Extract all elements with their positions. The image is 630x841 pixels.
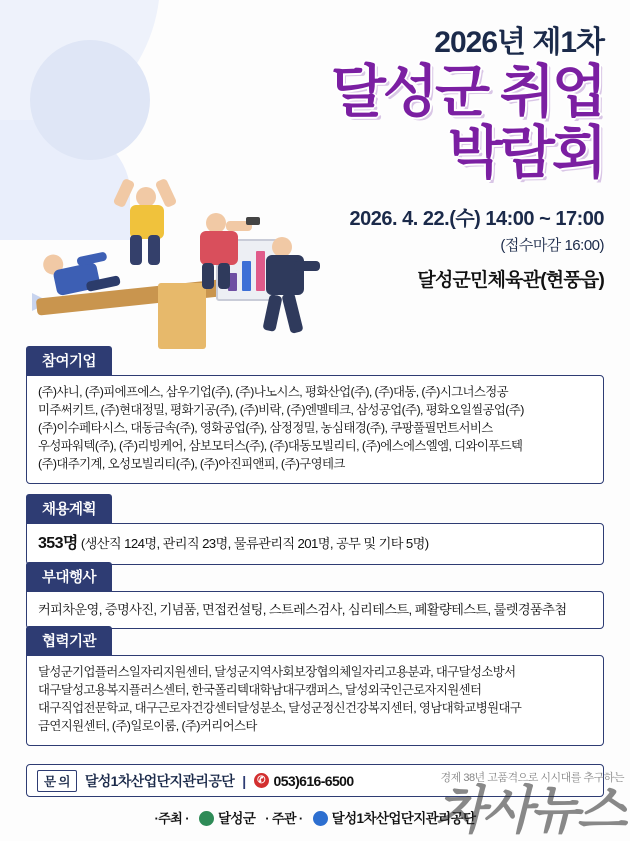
- person-leg-right: [281, 292, 303, 334]
- person-leg-left: [262, 294, 282, 332]
- host-label: ·주최 ·: [154, 810, 189, 826]
- dalseong-gun-logo-icon: [199, 811, 214, 826]
- company-line: 미주써키트, (주)현대정밀, 평화기공(주), (주)비락, (주)엔멜테크, 삼성공업(주), 평화오일씰공업(주): [38, 402, 524, 417]
- section-body: [26, 655, 604, 746]
- section-hiring-plan: [26, 494, 604, 565]
- organizer-logo: [313, 807, 476, 827]
- illus-person-suit: [242, 237, 338, 347]
- event-venue: 달성군민체육관(현풍읍): [417, 269, 604, 291]
- person-body: [200, 231, 238, 265]
- section-heading: 참여기업: [26, 346, 112, 376]
- partner-line: 대구직업전문학교, 대구근로자건강센터달성분소, 달성군정신건강복지센터, 영남대학교병원대구: [38, 700, 522, 715]
- person-leg-right: [148, 235, 160, 265]
- contact-phone: 053)616-6500: [273, 772, 354, 789]
- contact-organization: 달성1차산업단지관리공단: [84, 772, 235, 789]
- hiring-count: 353명: [38, 535, 78, 552]
- host-logo: [199, 807, 255, 827]
- person-head: [272, 237, 292, 257]
- person-head: [136, 187, 156, 207]
- section-heading: 채용계획: [26, 494, 112, 524]
- section-heading: 협력기관: [26, 626, 112, 656]
- partner-line: 달성군기업플러스일자리지원센터, 달성군지역사회보장협의체일자리고용분과, 대구달성소방서: [38, 665, 516, 679]
- company-line: (주)샤니, (주)피에프에스, 삼우기업(주), (주)나노시스, 평화산업(주), (주)대동, (주)시그너스정공: [38, 385, 509, 399]
- person-leg-right: [218, 263, 230, 289]
- event-title-line-1: 달성군 취업: [330, 60, 604, 124]
- contact-separator: |: [242, 772, 246, 789]
- section-participating-companies: [26, 346, 604, 484]
- decor-blob-2: [30, 40, 150, 160]
- hiring-detail: (생산직 124명, 관리직 23명, 물류관리직 201명, 공무 및 기타 5명): [80, 536, 429, 551]
- person-arm-right: [155, 178, 178, 208]
- event-datetime: 2026. 4. 22.(수) 14:00 ~ 17:00: [349, 207, 604, 230]
- industrial-complex-logo-icon: [313, 811, 328, 826]
- phone-icon: ✆: [254, 773, 269, 788]
- person-leg-left: [130, 235, 142, 265]
- organizer-org: 달성1차산업단지관리공단: [331, 811, 476, 826]
- watermark-subtext: 경제 38년 고품격으로 시시대를 추구하는: [440, 772, 624, 784]
- company-line: 우성파워텍(주), (주)리빙케어, 삼보모터스(주), (주)대동모빌리티, (주)에스에스엘엠, 디와이푸드텍: [38, 438, 523, 453]
- event-kicker: 2026년 제1차: [434, 26, 604, 59]
- section-partner-organizations: [26, 626, 604, 746]
- person-head: [206, 213, 226, 233]
- contact-label: 문 의: [37, 770, 77, 792]
- hero-illustration: [30, 165, 330, 350]
- person-body: [130, 205, 164, 239]
- section-body: [26, 375, 604, 484]
- organizer-label: · 주관 ·: [265, 810, 303, 826]
- event-title-line-2: 박람회: [447, 121, 604, 186]
- partner-line: 금연지원센터, (주)일로이룸, (주)커리어스타: [38, 718, 257, 733]
- section-body: [26, 591, 604, 629]
- section-side-events: [26, 562, 604, 629]
- contact-bar: [26, 764, 604, 797]
- illus-person-center: [104, 173, 190, 283]
- person-arm: [294, 261, 320, 271]
- person-leg-left: [202, 263, 214, 289]
- company-line: (주)대주기계, 오성모빌리티(주), (주)아진피앤피, (주)구영테크: [38, 456, 345, 471]
- person-arm-left: [113, 178, 136, 208]
- poster-footer: [0, 807, 630, 827]
- hiring-plan-text: [38, 532, 592, 555]
- partner-line: 대구달성고용복지플러스센터, 한국폴리텍대학남대구캠퍼스, 달성외국인근로자지원센터: [38, 682, 482, 697]
- company-line: (주)이수페타시스, 대동금속(주), 영화공업(주), 삼정정밀, 농심태경(주), 쿠팡풀필먼트서비스: [38, 420, 493, 435]
- binoculars-icon: [246, 217, 260, 225]
- event-deadline: (접수마감 16:00): [500, 236, 604, 254]
- section-body: [26, 523, 604, 565]
- side-event-line: 커피차운영, 증명사진, 기념품, 면접컨설팅, 스트레스검사, 심리테스트, 폐활량테스트, 룰렛경품추첨: [38, 602, 567, 617]
- host-org: 달성군: [217, 811, 256, 826]
- watermark-logo-text: 차사뉴스: [435, 782, 624, 840]
- section-heading: 부대행사: [26, 562, 112, 592]
